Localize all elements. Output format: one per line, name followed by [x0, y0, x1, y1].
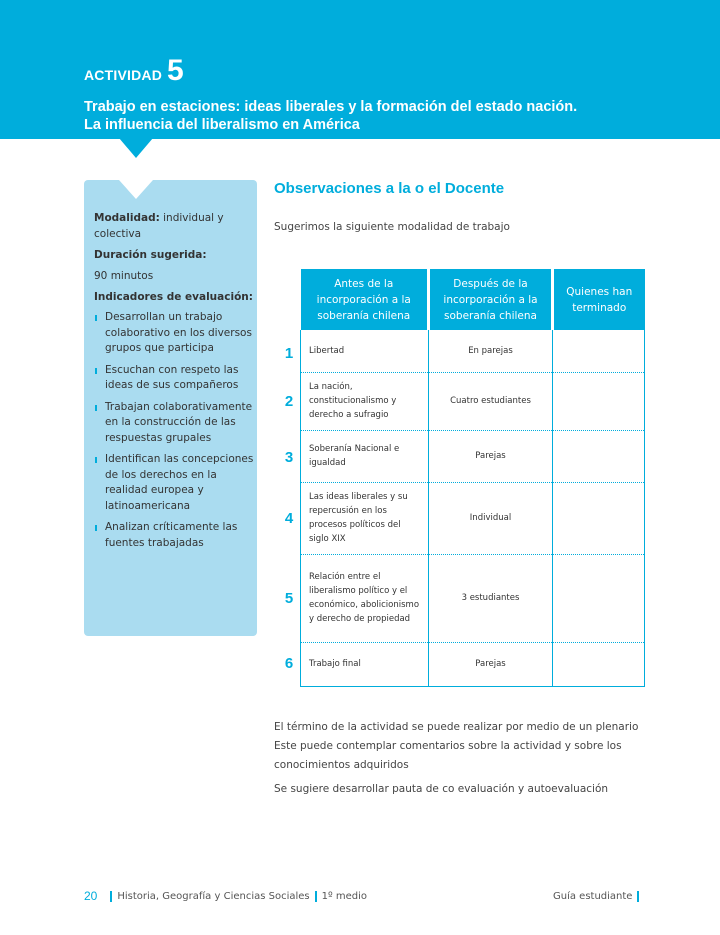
footer-left	[84, 889, 367, 903]
header-despues: Después de la incorporación a la soberanía chilena	[429, 269, 553, 330]
intro-text: Sugerimos la siguiente modalidad de trabajo	[274, 221, 510, 233]
sidebar-notch	[119, 180, 153, 199]
footer-separator	[110, 891, 112, 902]
indicator-item: Identifican las concepciones de los derechos en la realidad europea y latinoamericana	[94, 452, 254, 514]
closing-text	[274, 718, 654, 799]
indicator-item: Analizan críticamente las fuentes trabajadas	[94, 520, 254, 551]
indicator-item: Trabajan colaborativamente en la construcción de las respuestas grupales	[94, 400, 254, 447]
row-number: 6	[284, 655, 294, 672]
footer-level: 1º medio	[321, 890, 368, 902]
indicator-item: Desarrollan un trabajo colaborativo en los diversos grupos que participa	[94, 310, 254, 357]
activity-title-line1: Trabajo en estaciones: ideas liberales y la formación del estado nación.	[84, 99, 578, 115]
activity-label	[84, 56, 184, 86]
page-number: 20	[84, 889, 98, 903]
modality-cell: En parejas	[429, 330, 553, 372]
activity-word: ACTIVIDAD	[84, 67, 163, 83]
closing-line-1: El término de la actividad se puede realizar por medio de un plenario	[274, 721, 639, 733]
topic-cell: Las ideas liberales y su repercusión en los procesos políticos del siglo XIX	[301, 482, 429, 554]
topic-cell: Relación entre el liberalismo político y el económico, abolicionismo y derecho de propiedad	[301, 554, 429, 642]
table-row	[301, 554, 645, 642]
section-title: Observaciones a la o el Docente	[274, 180, 505, 197]
footer-subject: Historia, Geografía y Ciencias Sociales	[117, 890, 310, 902]
indicators-list	[94, 310, 254, 551]
indicator-item: Escuchan con respeto las ideas de sus compañeros	[94, 363, 254, 394]
activity-number: 5	[167, 54, 184, 87]
header-terminado: Quienes han terminado	[553, 269, 645, 330]
row-number: 3	[284, 449, 294, 466]
modalidad-label: Modalidad:	[94, 212, 160, 224]
topic-cell: La nación, constitucionalismo y derecho a sufragio	[301, 372, 429, 430]
modality-cell: Parejas	[429, 642, 553, 686]
footer-separator	[637, 891, 639, 902]
row-number: 2	[284, 393, 294, 410]
done-cell[interactable]	[553, 482, 645, 554]
done-cell[interactable]	[553, 372, 645, 430]
closing-line-3: Se sugiere desarrollar pauta de co evaluación y autoevaluación	[274, 783, 609, 795]
row-number: 4	[284, 510, 294, 527]
duracion-label: Duración sugerida:	[94, 249, 207, 261]
done-cell[interactable]	[553, 642, 645, 686]
footer-right	[553, 891, 644, 902]
topic-cell: Trabajo final	[301, 642, 429, 686]
topic-cell: Libertad	[301, 330, 429, 372]
row-number: 1	[284, 345, 294, 362]
done-cell[interactable]	[553, 330, 645, 372]
activity-title	[84, 98, 577, 134]
modality-cell: Cuatro estudiantes	[429, 372, 553, 430]
modality-cell: 3 estudiantes	[429, 554, 553, 642]
modalidad-value: individual y colectiva	[94, 212, 224, 240]
header-antes: Antes de la incorporación a la soberanía chilena	[301, 269, 429, 330]
footer-guide: Guía estudiante	[553, 891, 633, 902]
modality-table	[300, 269, 645, 687]
duracion-value: 90 minutos	[94, 270, 154, 282]
header-notch	[119, 138, 153, 158]
indicadores-label: Indicadores de evaluación:	[94, 291, 253, 303]
modality-cell: Individual	[429, 482, 553, 554]
table-row	[301, 482, 645, 554]
done-cell[interactable]	[553, 554, 645, 642]
activity-title-line2: La influencia del liberalismo en América	[84, 117, 360, 133]
table-row	[301, 642, 645, 686]
topic-cell: Soberanía Nacional e igualdad	[301, 430, 429, 482]
done-cell[interactable]	[553, 430, 645, 482]
table-row	[301, 330, 645, 372]
modalidad	[94, 210, 254, 242]
table-row	[301, 430, 645, 482]
closing-line-2: Este puede contemplar comentarios sobre la actividad y sobre los conocimientos adquiridos	[274, 740, 622, 771]
modality-cell: Parejas	[429, 430, 553, 482]
footer-separator	[315, 891, 317, 902]
sidebar-content	[94, 210, 254, 557]
table-row	[301, 372, 645, 430]
row-number: 5	[284, 590, 294, 607]
